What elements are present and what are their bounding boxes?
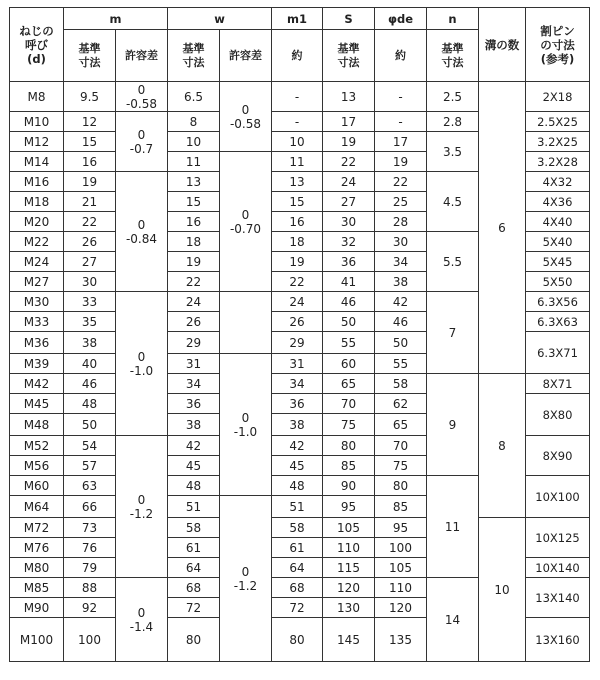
pin-cell: 6.3X71 <box>526 332 590 374</box>
pin-cell: 4X40 <box>526 212 590 232</box>
m-cell: 19 <box>64 172 116 192</box>
w-cell: 24 <box>168 292 220 312</box>
s-cell: 41 <box>323 272 375 292</box>
w-cell: 61 <box>168 538 220 558</box>
size-cell: M8 <box>10 82 64 112</box>
m1-cell: 36 <box>272 394 323 414</box>
de-cell: - <box>375 112 427 132</box>
m1-cell: 58 <box>272 518 323 538</box>
de-cell: 95 <box>375 518 427 538</box>
de-cell: 105 <box>375 558 427 578</box>
table-row <box>10 82 590 112</box>
m-tolerance-cell: 0 -0.58 <box>116 82 168 112</box>
m1-cell: 38 <box>272 414 323 436</box>
m1-cell: 11 <box>272 152 323 172</box>
size-cell: M30 <box>10 292 64 312</box>
size-cell: M16 <box>10 172 64 192</box>
header-de: φde <box>375 8 427 30</box>
pin-cell: 10X125 <box>526 518 590 558</box>
m1-cell: 80 <box>272 618 323 662</box>
de-cell: 50 <box>375 332 427 354</box>
nut-dimension-table <box>9 7 590 662</box>
pin-cell: 8X71 <box>526 374 590 394</box>
header-m1-approx: 約 <box>272 30 323 82</box>
de-cell: 25 <box>375 192 427 212</box>
header-de-approx: 約 <box>375 30 427 82</box>
size-cell: M52 <box>10 436 64 456</box>
s-cell: 70 <box>323 394 375 414</box>
w-cell: 45 <box>168 456 220 476</box>
m-tolerance-cell: 0 -0.7 <box>116 112 168 172</box>
n-cell: 7 <box>427 292 479 374</box>
w-cell: 68 <box>168 578 220 598</box>
w-tolerance-cell: 0 -1.2 <box>220 496 272 662</box>
de-cell: 42 <box>375 292 427 312</box>
n-cell: 2.5 <box>427 82 479 112</box>
m-cell: 33 <box>64 292 116 312</box>
m1-cell: 19 <box>272 252 323 272</box>
de-cell: 80 <box>375 476 427 496</box>
m-tolerance-cell: 0 -1.4 <box>116 578 168 662</box>
de-cell: 62 <box>375 394 427 414</box>
m-cell: 9.5 <box>64 82 116 112</box>
m1-cell: 13 <box>272 172 323 192</box>
header-m-tolerance: 許容差 <box>116 30 168 82</box>
header-m1: m1 <box>272 8 323 30</box>
pin-cell: 13X160 <box>526 618 590 662</box>
pin-cell: 5X45 <box>526 252 590 272</box>
size-cell: M14 <box>10 152 64 172</box>
size-cell: M18 <box>10 192 64 212</box>
s-cell: 32 <box>323 232 375 252</box>
pin-cell: 4X36 <box>526 192 590 212</box>
w-cell: 18 <box>168 232 220 252</box>
s-cell: 65 <box>323 374 375 394</box>
size-cell: M12 <box>10 132 64 152</box>
w-cell: 38 <box>168 414 220 436</box>
header-grooves: 溝の数 <box>479 8 526 82</box>
pin-cell: 6.3X56 <box>526 292 590 312</box>
size-cell: M48 <box>10 414 64 436</box>
n-cell: 5.5 <box>427 232 479 292</box>
w-cell: 34 <box>168 374 220 394</box>
w-cell: 48 <box>168 476 220 496</box>
grooves-cell: 8 <box>479 374 526 518</box>
s-cell: 24 <box>323 172 375 192</box>
de-cell: 46 <box>375 312 427 332</box>
pin-cell: 10X140 <box>526 558 590 578</box>
n-cell: 4.5 <box>427 172 479 232</box>
size-cell: M80 <box>10 558 64 578</box>
header-m-basic: 基準 寸法 <box>64 30 116 82</box>
w-cell: 36 <box>168 394 220 414</box>
m-cell: 46 <box>64 374 116 394</box>
de-cell: 100 <box>375 538 427 558</box>
m-cell: 48 <box>64 394 116 414</box>
m1-cell: 31 <box>272 354 323 374</box>
m1-cell: 45 <box>272 456 323 476</box>
w-cell: 29 <box>168 332 220 354</box>
m1-cell: 15 <box>272 192 323 212</box>
m-cell: 26 <box>64 232 116 252</box>
m1-cell: 68 <box>272 578 323 598</box>
w-cell: 26 <box>168 312 220 332</box>
w-tolerance-cell: 0 -0.70 <box>220 152 272 292</box>
m-cell: 40 <box>64 354 116 374</box>
de-cell: 19 <box>375 152 427 172</box>
size-cell: M22 <box>10 232 64 252</box>
s-cell: 130 <box>323 598 375 618</box>
m1-cell: 64 <box>272 558 323 578</box>
header-row-top <box>10 8 590 30</box>
n-cell: 2.8 <box>427 112 479 132</box>
s-cell: 110 <box>323 538 375 558</box>
spec-table-container <box>9 7 590 662</box>
s-cell: 75 <box>323 414 375 436</box>
m1-cell: 18 <box>272 232 323 252</box>
header-n-basic: 基準 寸法 <box>427 30 479 82</box>
de-cell: 58 <box>375 374 427 394</box>
m-cell: 76 <box>64 538 116 558</box>
s-cell: 80 <box>323 436 375 456</box>
w-cell: 58 <box>168 518 220 538</box>
w-tolerance-cell <box>220 292 272 354</box>
de-cell: 75 <box>375 456 427 476</box>
m-cell: 38 <box>64 332 116 354</box>
n-cell: 3.5 <box>427 132 479 172</box>
size-cell: M20 <box>10 212 64 232</box>
m-cell: 66 <box>64 496 116 518</box>
m1-cell: 72 <box>272 598 323 618</box>
m-tolerance-cell: 0 -0.84 <box>116 172 168 292</box>
header-s: S <box>323 8 375 30</box>
w-cell: 19 <box>168 252 220 272</box>
header-m: m <box>64 8 168 30</box>
m1-cell: 29 <box>272 332 323 354</box>
header-w: w <box>168 8 272 30</box>
de-cell: 17 <box>375 132 427 152</box>
de-cell: - <box>375 82 427 112</box>
m-cell: 21 <box>64 192 116 212</box>
w-cell: 64 <box>168 558 220 578</box>
size-cell: M60 <box>10 476 64 496</box>
size-cell: M100 <box>10 618 64 662</box>
s-cell: 90 <box>323 476 375 496</box>
s-cell: 27 <box>323 192 375 212</box>
header-w-tolerance: 許容差 <box>220 30 272 82</box>
w-cell: 8 <box>168 112 220 132</box>
s-cell: 22 <box>323 152 375 172</box>
size-cell: M76 <box>10 538 64 558</box>
m-cell: 73 <box>64 518 116 538</box>
size-cell: M27 <box>10 272 64 292</box>
m1-cell: 22 <box>272 272 323 292</box>
s-cell: 36 <box>323 252 375 272</box>
pin-cell: 2.5X25 <box>526 112 590 132</box>
header-w-basic: 基準 寸法 <box>168 30 220 82</box>
w-cell: 72 <box>168 598 220 618</box>
m1-cell: 34 <box>272 374 323 394</box>
w-cell: 16 <box>168 212 220 232</box>
m1-cell: - <box>272 112 323 132</box>
table-body <box>10 82 590 662</box>
table-row <box>10 518 590 538</box>
size-cell: M33 <box>10 312 64 332</box>
m-cell: 16 <box>64 152 116 172</box>
m-cell: 30 <box>64 272 116 292</box>
de-cell: 28 <box>375 212 427 232</box>
w-cell: 15 <box>168 192 220 212</box>
m-tolerance-cell: 0 -1.0 <box>116 292 168 436</box>
grooves-cell: 6 <box>479 82 526 374</box>
m-cell: 27 <box>64 252 116 272</box>
w-cell: 42 <box>168 436 220 456</box>
header-size: ねじの 呼び (d) <box>10 8 64 82</box>
m-cell: 92 <box>64 598 116 618</box>
de-cell: 22 <box>375 172 427 192</box>
pin-cell: 5X50 <box>526 272 590 292</box>
pin-cell: 13X140 <box>526 578 590 618</box>
size-cell: M56 <box>10 456 64 476</box>
de-cell: 70 <box>375 436 427 456</box>
pin-cell: 8X90 <box>526 436 590 476</box>
m1-cell: 51 <box>272 496 323 518</box>
size-cell: M39 <box>10 354 64 374</box>
w-cell: 80 <box>168 618 220 662</box>
s-cell: 19 <box>323 132 375 152</box>
header-s-basic: 基準 寸法 <box>323 30 375 82</box>
m-cell: 22 <box>64 212 116 232</box>
grooves-cell: 10 <box>479 518 526 662</box>
m-cell: 54 <box>64 436 116 456</box>
de-cell: 135 <box>375 618 427 662</box>
m-tolerance-cell: 0 -1.2 <box>116 436 168 578</box>
w-tolerance-cell: 0 -0.58 <box>220 82 272 152</box>
m-cell: 57 <box>64 456 116 476</box>
m1-cell: 42 <box>272 436 323 456</box>
m-cell: 50 <box>64 414 116 436</box>
w-cell: 22 <box>168 272 220 292</box>
m1-cell: 16 <box>272 212 323 232</box>
m1-cell: 10 <box>272 132 323 152</box>
size-cell: M36 <box>10 332 64 354</box>
s-cell: 115 <box>323 558 375 578</box>
size-cell: M42 <box>10 374 64 394</box>
size-cell: M64 <box>10 496 64 518</box>
s-cell: 105 <box>323 518 375 538</box>
m1-cell: 61 <box>272 538 323 558</box>
pin-cell: 8X80 <box>526 394 590 436</box>
n-cell: 9 <box>427 374 479 476</box>
pin-cell: 4X32 <box>526 172 590 192</box>
s-cell: 145 <box>323 618 375 662</box>
m1-cell: 48 <box>272 476 323 496</box>
pin-cell: 5X40 <box>526 232 590 252</box>
m-cell: 79 <box>64 558 116 578</box>
table-row <box>10 374 590 394</box>
n-cell: 14 <box>427 578 479 662</box>
m1-cell: 26 <box>272 312 323 332</box>
s-cell: 60 <box>323 354 375 374</box>
s-cell: 46 <box>323 292 375 312</box>
m-cell: 15 <box>64 132 116 152</box>
size-cell: M85 <box>10 578 64 598</box>
m1-cell: 24 <box>272 292 323 312</box>
de-cell: 120 <box>375 598 427 618</box>
de-cell: 34 <box>375 252 427 272</box>
de-cell: 55 <box>375 354 427 374</box>
s-cell: 95 <box>323 496 375 518</box>
pin-cell: 6.3X63 <box>526 312 590 332</box>
m-cell: 12 <box>64 112 116 132</box>
w-cell: 10 <box>168 132 220 152</box>
size-cell: M10 <box>10 112 64 132</box>
w-cell: 31 <box>168 354 220 374</box>
pin-cell: 3.2X25 <box>526 132 590 152</box>
pin-cell: 2X18 <box>526 82 590 112</box>
m-cell: 35 <box>64 312 116 332</box>
pin-cell: 10X100 <box>526 476 590 518</box>
size-cell: M45 <box>10 394 64 414</box>
w-cell: 11 <box>168 152 220 172</box>
s-cell: 120 <box>323 578 375 598</box>
w-cell: 6.5 <box>168 82 220 112</box>
s-cell: 30 <box>323 212 375 232</box>
de-cell: 85 <box>375 496 427 518</box>
m-cell: 100 <box>64 618 116 662</box>
s-cell: 85 <box>323 456 375 476</box>
w-cell: 13 <box>168 172 220 192</box>
size-cell: M24 <box>10 252 64 272</box>
de-cell: 30 <box>375 232 427 252</box>
de-cell: 38 <box>375 272 427 292</box>
n-cell: 11 <box>427 476 479 578</box>
header-n: n <box>427 8 479 30</box>
header-pin: 割ピン の寸法 (参考) <box>526 8 590 82</box>
m-cell: 63 <box>64 476 116 496</box>
size-cell: M72 <box>10 518 64 538</box>
table-header <box>10 8 590 82</box>
s-cell: 13 <box>323 82 375 112</box>
m-cell: 88 <box>64 578 116 598</box>
s-cell: 17 <box>323 112 375 132</box>
de-cell: 65 <box>375 414 427 436</box>
s-cell: 55 <box>323 332 375 354</box>
pin-cell: 3.2X28 <box>526 152 590 172</box>
m1-cell: - <box>272 82 323 112</box>
s-cell: 50 <box>323 312 375 332</box>
de-cell: 110 <box>375 578 427 598</box>
w-cell: 51 <box>168 496 220 518</box>
size-cell: M90 <box>10 598 64 618</box>
w-tolerance-cell: 0 -1.0 <box>220 354 272 496</box>
